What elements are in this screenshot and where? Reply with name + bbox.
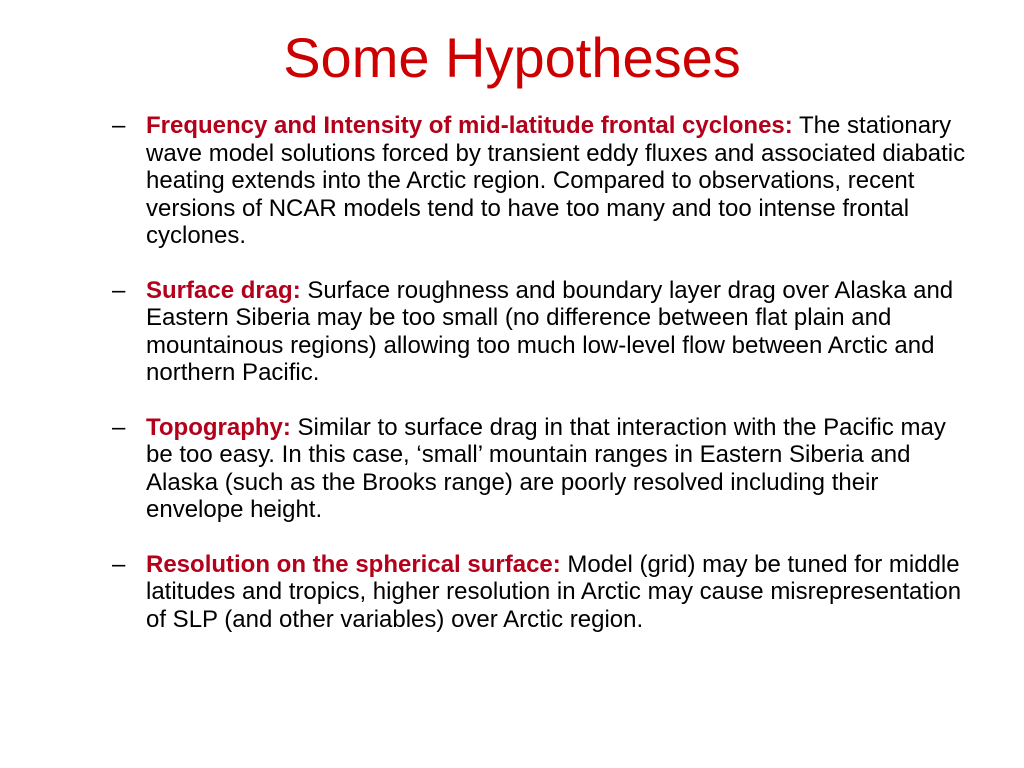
bullet-item — [112, 414, 972, 524]
bullet-text — [146, 551, 972, 634]
bullet-term: Topography: — [146, 413, 291, 441]
bullet-body: Surface roughness and boundary layer drag over Alaska and Eastern Siberia may be too small (no difference between flat plain and mountainous regions) allowing too much low-level flow between Arctic and northern Pacific. — [146, 276, 954, 386]
bullet-body: The stationary wave model solutions forced by transient eddy fluxes and associated diabatic heating extends into the Arctic region. Compared to observations, recent versions of NCAR models tend to have too many and too intense frontal cyclones. — [146, 112, 966, 249]
bullet-text — [146, 277, 972, 387]
bullet-dash: – — [112, 276, 126, 304]
bullet-dash: – — [112, 550, 126, 578]
bullet-dash: – — [112, 112, 126, 139]
bullet-term: Frequency and Intensity of mid-latitude frontal cyclones: — [146, 112, 793, 139]
bullet-text — [146, 112, 972, 250]
bullet-term: Surface drag: — [146, 276, 301, 304]
bullet-dash: – — [112, 413, 126, 441]
bullet-item — [112, 551, 972, 634]
bullet-item — [112, 277, 972, 387]
bullet-item — [112, 112, 972, 250]
bullet-term: Resolution on the spherical surface: — [146, 550, 561, 578]
slide-title: Some Hypotheses — [283, 26, 741, 89]
bullet-body: Model (grid) may be tuned for middle latitudes and tropics, higher resolution in Arctic may cause misrepresentation of SLP (and other variables) over Arctic region. — [146, 550, 962, 633]
bullet-list — [112, 112, 972, 633]
bullet-body: Similar to surface drag in that interaction with the Pacific may be too easy. In this case, ‘small’ mountain ranges in Eastern Siberia and Alaska (such as the Brooks range) are poorly resolved including their envelope height. — [146, 413, 946, 523]
bullet-text — [146, 414, 972, 524]
